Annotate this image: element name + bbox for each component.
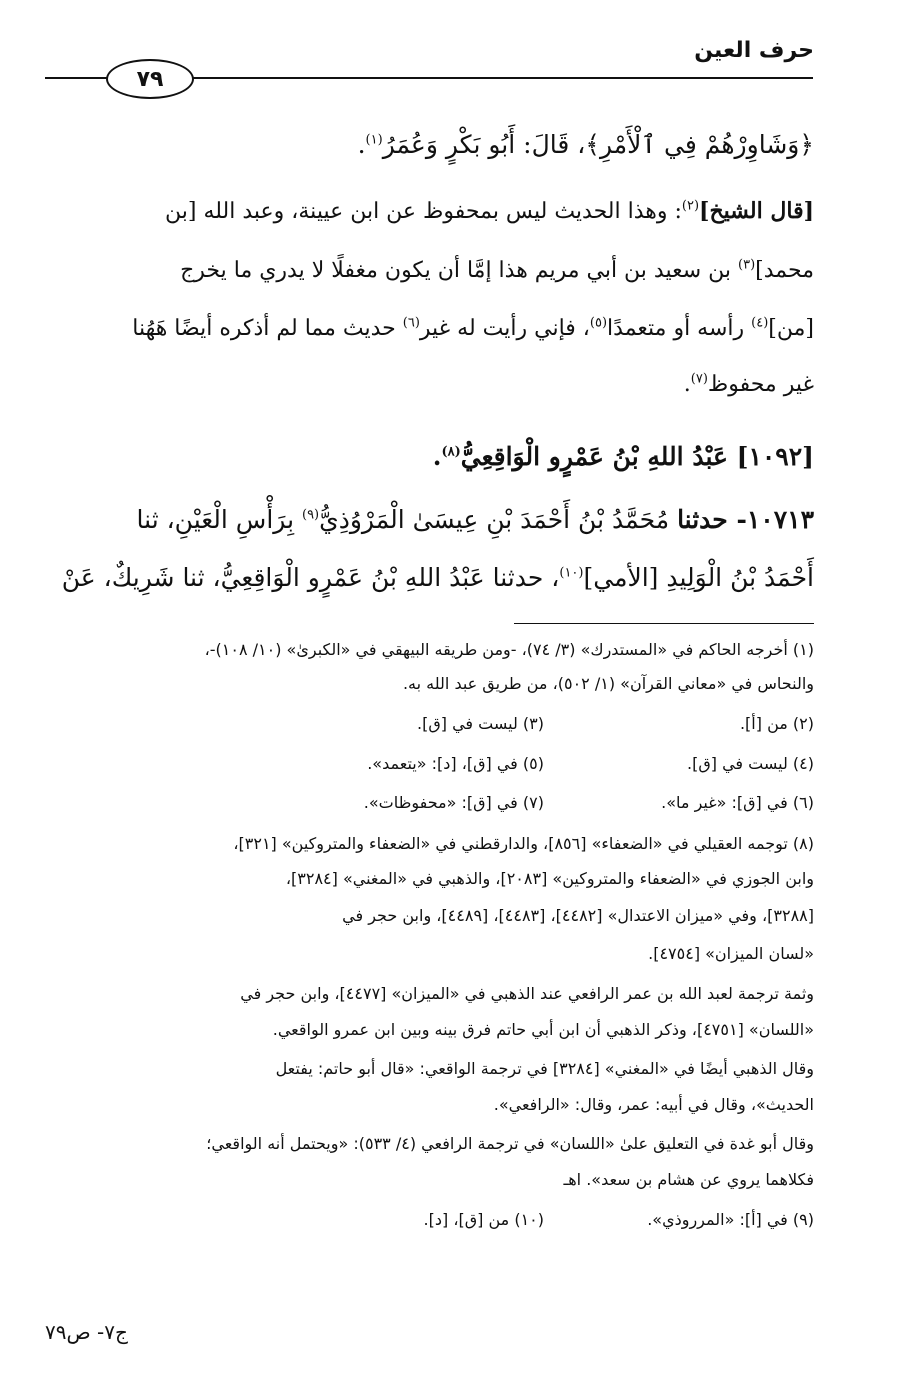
text-line-1: ﴿وَشَاوِرْهُمْ فِي ٱلْأَمْرِ﴾، قَالَ: أَبُو بَكْرٍ وَعُمَرُ$^{(١)}$. [357,130,814,159]
footnote-8-line-9: وقال أبو غدة في التعليق علىٰ «اللسان» في ترجمة الرافعي (٤/ ٥٣٣): «ويحتمل أنه الواقعي؛ [206,1134,814,1153]
hadith-number: ١٠٧١٣- [736,505,814,534]
footnote-separator [514,623,814,624]
footnote-5: (٥) في [ق]، [د]: «يتعمد». [367,754,544,773]
footnote-8-line-1: (٨) توجمه العقيلي في «الضعفاء» [٨٥٦]، والدارقطني في «الضعفاء والمتروكين» [٣٢١]، [233,834,814,853]
volume-page-reference: ج٧- ص٧٩ [45,1320,128,1344]
footnote-9: (٩) في [أ]: «المرروذي». [647,1210,814,1229]
footnote-8-line-7: وقال الذهبي أيضًا في «المغني» [٣٢٨٤] في ترجمة الواقعي: «قال أبو حاتم: يفتعل [275,1059,814,1078]
entry-title: [١٠٩٢] عَبْدُ اللهِ بْنُ عَمْرٍو الْوَاقِعِيُّ [460,442,814,471]
footnote-1-line-2: والنحاس في «معاني القرآن» (١/ ٥٠٢)، من طريق عبد الله به. [402,674,814,693]
footnote-8-line-4: «لسان الميزان» [٤٧٥٤]. [648,944,814,963]
footnote-8-line-8: الحديث»، وقال في أبيه: عمر، وقال: «الرافعي». [493,1095,814,1114]
footnote-ref-10[interactable]: (١٠) [559,565,584,581]
footnote-ref-7[interactable]: (٧) [690,371,708,387]
footnote-8-line-6: «اللسان» [٤٧٥١]، وذكر الذهبي أن ابن أبي حاتم فرق بينه وبين ابن عمرو الواقعي. [272,1020,814,1039]
text-line-5: غير محفوظ$^{(٧)}$. [683,371,814,397]
footnote-ref-9[interactable]: (٩) [301,507,320,523]
text-line-2: [قال الشيخ]$^{(٢)}$: وهذا الحديث ليس بمحفوظ عن ابن عيينة، وعبد الله [بن [165,198,814,224]
footnote-8-line-5: وثمة ترجمة لعبد الله بن عمر الرافعي عند الذهبي في «الميزان» [٤٤٧٧]، وابن حجر في [240,984,814,1003]
footnote-ref-6[interactable]: (٦) [402,315,420,331]
entry-heading: [١٠٩٢] عَبْدُ اللهِ بْنُ عَمْرٍو الْوَاقِعِيُّ$^{(٨)}$. [432,442,814,471]
hadith-line-2: أَحْمَدُ بْنُ الْوَلِيدِ [الأمي]$^{(١٠)}$، حدثنا عَبْدُ اللهِ بْنُ عَمْرٍو الْوَاقِعِيُّ، ثنا شَرِيكٌ، عَنْ [61,563,814,592]
footnote-ref-5[interactable]: (٥) [589,315,608,331]
sheikh-said-label: [قال الشيخ] [699,198,814,224]
footnote-8-line-2: وابن الجوزي في «الضعفاء والمتروكين» [٢٠٨٣]، والذهبي في «المغني» [٣٢٨٤]، [285,869,814,888]
footnote-1-line-1: (١) أخرجه الحاكم في «المستدرك» (٣/ ٧٤)، -ومن طريقه البيهقي في «الكبرىٰ» (١٠/ ١٠٨)-، [204,640,814,659]
footnote-2: (٢) من [أ]. [739,714,814,733]
quran-verse-text: ﴿وَشَاوِرْهُمْ فِي ٱلْأَمْرِ﴾، قَالَ: أَبُو بَكْرٍ وَعُمَرُ [382,130,814,159]
footnote-ref-8[interactable]: (٨) [441,444,461,460]
footnote-7: (٧) في [ق]: «محفوظات». [363,793,544,812]
footnote-ref-2[interactable]: (٢) [681,198,700,214]
footnote-ref-4[interactable]: (٤) [751,315,769,331]
footnote-3: (٣) ليست في [ق]. [417,714,544,733]
page-number-badge [106,59,194,99]
footnote-8-line-10: فكلاهما يروي عن هشام بن سعد». اهـ [563,1170,814,1189]
footnote-ref-1[interactable]: (١) [365,132,383,148]
footnote-10: (١٠) من [ق]، [د]. [423,1210,544,1229]
running-header-title: حرف العين [694,38,814,63]
footnote-8-line-3: [٣٢٨٨]، وفي «ميزان الاعتدال» [٤٤٨٢]، [٤٤٨٣]، [٤٤٨٩]، وابن حجر في [342,906,814,925]
footnote-4: (٤) ليست في [ق]. [687,754,814,773]
footnote-6: (٦) في [ق]: «غير ما». [661,793,814,812]
text-line-3: محمد]$^{(٣)}$ بن سعيد بن أبي مريم هذا إمَّا أن يكون مغفلًا لا يدري ما يخرج [180,257,814,283]
page-number: ٧٩ [136,66,164,92]
footnote-ref-3[interactable]: (٣) [738,257,756,273]
text-line-4: [من]$^{(٤)}$ رأسه أو متعمدًا$^{(٥)}$، فإني رأيت له غير$^{(٦)}$ حديث مما لم أذكره أيضًا هَهُنا [132,315,814,341]
hadith-line-1: ١٠٧١٣- حدثنا مُحَمَّدُ بْنُ أَحْمَدَ بْنِ عِيسَىٰ الْمَرْوُذِيُّ$^{(٩)}$ بِرَأْسِ الْعَيْنِ، ثنا [136,505,814,534]
